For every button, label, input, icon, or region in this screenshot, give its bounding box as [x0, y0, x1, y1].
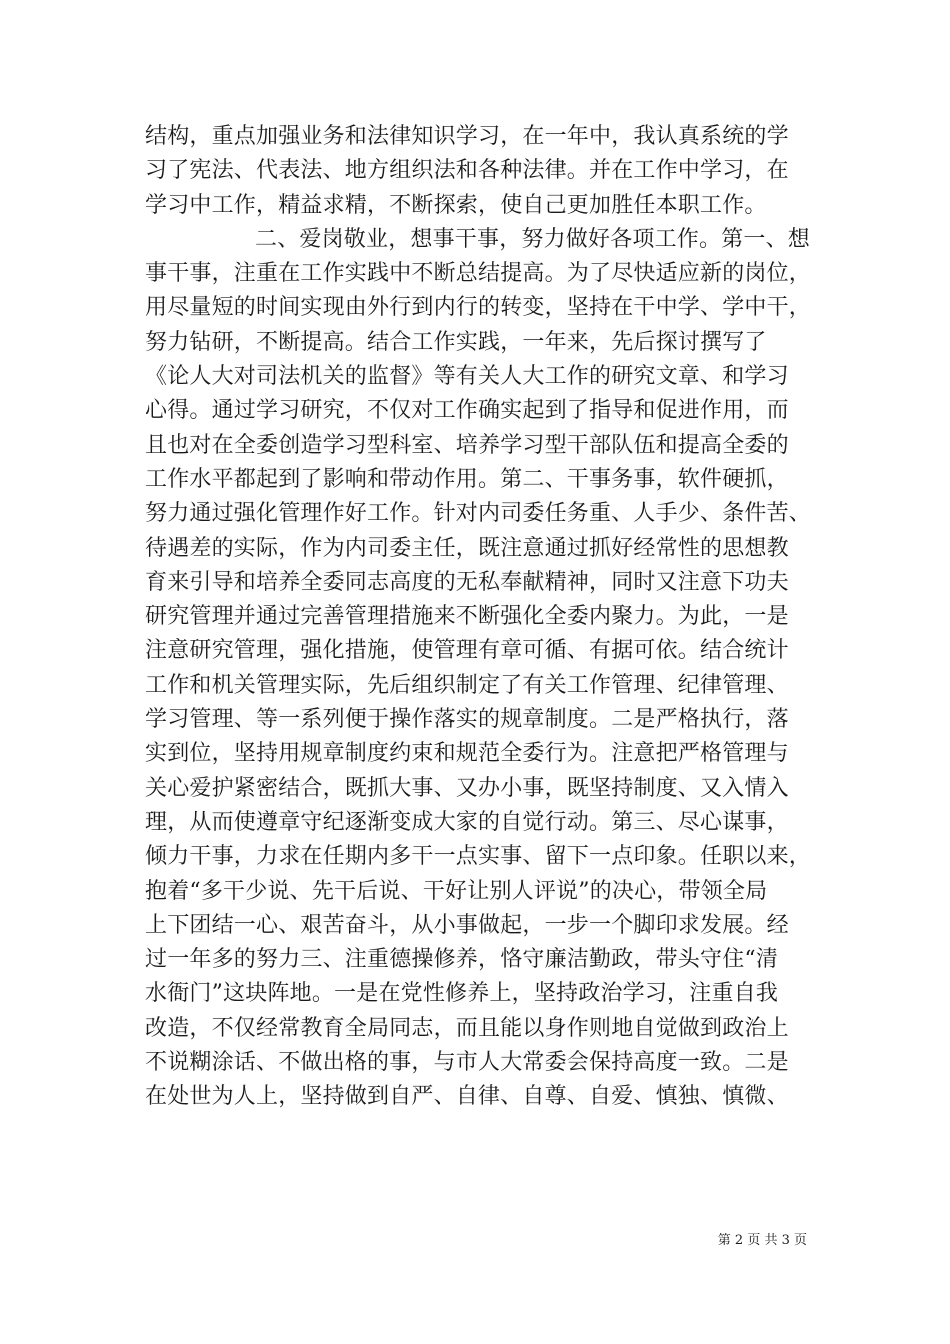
text-line: 过一年多的努力三、注重德操修养，恪守廉洁勤政，带头守住“清	[145, 947, 779, 973]
text-line: 注意研究管理，强化措施，使管理有章可循、有据可依。结合统计	[145, 638, 789, 664]
text-line: 工作水平都起到了影响和带动作用。第二、干事务事，软件硬抓，	[145, 466, 789, 492]
text-line: 上下团结一心、艰苦奋斗，从小事做起，一步一个脚印求发展。经	[145, 912, 789, 938]
text-line: 《论人大对司法机关的监督》等有关人大工作的研究文章、和学习	[145, 364, 789, 390]
text-line: 努力通过强化管理作好工作。针对内司委任务重、人手少、条件苦、	[145, 501, 812, 527]
text-line: 事干事，注重在工作实践中不断总结提高。为了尽快适应新的岗位，	[145, 261, 812, 287]
text-line: 学习管理、等一系列便于操作落实的规章制度。二是严格执行，落	[145, 707, 789, 733]
text-line: 心得。通过学习研究，不仅对工作确实起到了指导和促进作用，而	[145, 398, 789, 424]
text-line: 待遇差的实际，作为内司委主任，既注意通过抓好经常性的思想教	[145, 535, 789, 561]
text-line: 改造，不仅经常教育全局同志，而且能以身作则地自觉做到政治上	[145, 1015, 789, 1041]
text-line: 理，从而使遵章守纪逐渐变成大家的自觉行动。第三、尽心谋事，	[145, 809, 789, 835]
text-line: 水衙门”这块阵地。一是在党性修养上，坚持政治学习，注重自我	[145, 981, 779, 1007]
text-line: 努力钻研，不断提高。结合工作实践，一年来，先后探讨撰写了	[145, 329, 767, 355]
text-line: 在处世为人上，坚持做到自严、自律、自尊、自爱、慎独、慎微、	[145, 1084, 789, 1110]
text-line: 育来引导和培养全委同志高度的无私奉献精神，同时又注意下功夫	[145, 569, 789, 595]
text-line: 工作和机关管理实际，先后组织制定了有关工作管理、纪律管理、	[145, 672, 789, 698]
text-line: 倾力干事，力求在任期内多干一点实事、留下一点印象。任职以来，	[145, 844, 812, 870]
text-line: 结构，重点加强业务和法律知识学习，在一年中，我认真系统的学	[145, 124, 789, 149]
text-line: 抱着“多干少说、先干后说、干好让别人评说”的决心，带领全局	[145, 878, 768, 904]
text-line: 习了宪法、代表法、地方组织法和各种法律。并在工作中学习，在	[145, 158, 789, 184]
text-line: 不说糊涂话、不做出格的事，与市人大常委会保持高度一致。二是	[145, 1050, 789, 1076]
text-line: 用尽量短的时间实现由外行到内行的转变，坚持在干中学、学中干，	[145, 295, 812, 321]
text-line: 且也对在全委创造学习型科室、培养学习型干部队伍和提高全委的	[145, 432, 789, 458]
text-line: 二、爱岗敬业，想事干事，努力做好各项工作。第一、想	[255, 226, 811, 252]
page-number-footer: 第 2 页 共 3 页	[717, 1233, 807, 1248]
text-line: 关心爱护紧密结合，既抓大事、又办小事，既坚持制度、又入情入	[145, 775, 789, 801]
text-line: 研究管理并通过完善管理措施来不断强化全委内聚力。为此，一是	[145, 604, 789, 630]
text-line: 学习中工作，精益求精，不断探索，使自己更加胜任本职工作。	[145, 192, 767, 218]
body-text	[145, 120, 812, 1115]
text-line: 实到位，坚持用规章制度约束和规范全委行为。注意把严格管理与	[145, 741, 789, 767]
